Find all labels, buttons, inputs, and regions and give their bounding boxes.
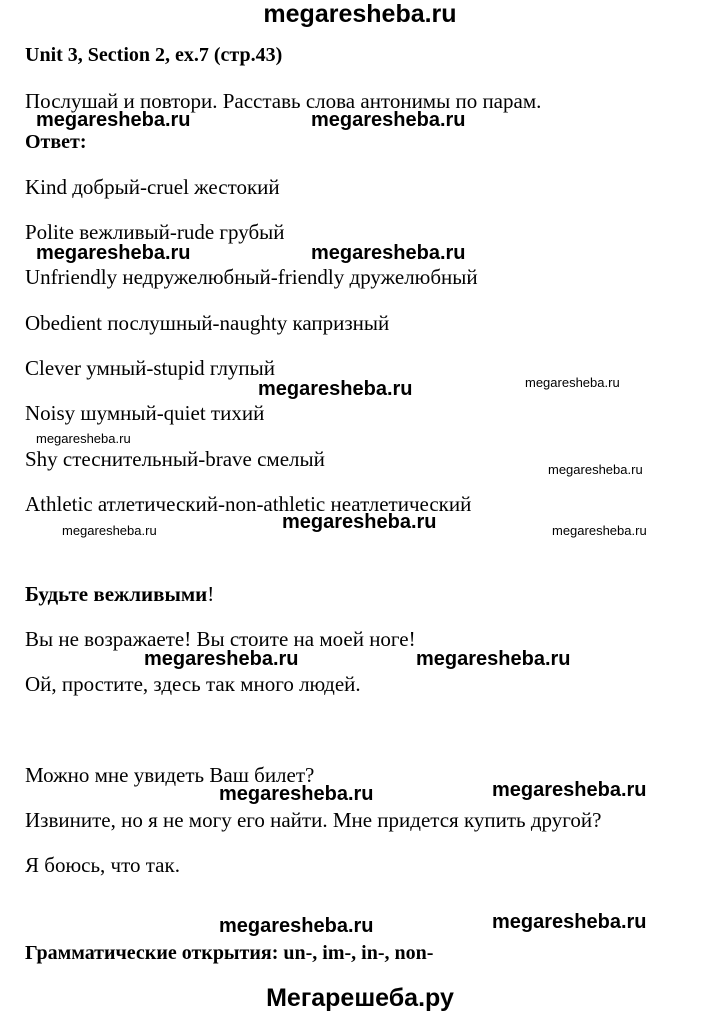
watermark-small: megaresheba.ru [62, 523, 157, 538]
watermark: megaresheba.ru [311, 242, 466, 264]
footer-watermark: Мегарешеба.ру [266, 984, 454, 1012]
antonym-pair: Clever умный-stupid глупый [25, 356, 276, 380]
grammar-heading: Грамматические открытия: un-, im-, in-, non- [25, 942, 434, 964]
watermark: megaresheba.ru [219, 915, 374, 937]
watermark-small: megaresheba.ru [548, 462, 643, 477]
antonym-pair: Obedient послушный-naughty капризный [25, 311, 390, 335]
antonym-pair: Polite вежливый-rude грубый [25, 220, 285, 244]
watermark-small: megaresheba.ru [36, 431, 131, 446]
watermark: megaresheba.ru [36, 242, 191, 264]
watermark: megaresheba.ru [219, 783, 374, 805]
watermark: megaresheba.ru [416, 648, 571, 670]
watermark: megaresheba.ru [144, 648, 299, 670]
watermark: megaresheba.ru [258, 378, 413, 400]
exercise-title: Unit 3, Section 2, ex.7 (стр.43) [25, 44, 283, 66]
answer-label: Ответ: [25, 131, 87, 153]
dialog-line: Можно мне увидеть Ваш билет? [25, 763, 315, 787]
polite-heading-punct: ! [207, 582, 215, 606]
watermark-small: megaresheba.ru [552, 523, 647, 538]
watermark: megaresheba.ru [311, 109, 466, 131]
watermark: megaresheba.ru [282, 511, 437, 533]
antonym-pair: Kind добрый-cruel жестокий [25, 175, 280, 199]
antonym-pair: Athletic атлетический-non-athletic неатлетический [25, 492, 472, 516]
dialog-line: Извините, но я не могу его найти. Мне придется купить другой? [25, 808, 602, 832]
dialog-line: Ой, простите, здесь так много людей. [25, 672, 361, 696]
header-watermark: megaresheba.ru [263, 0, 457, 28]
antonym-pair: Unfriendly недружелюбный-friendly дружелюбный [25, 265, 478, 289]
dialog-line: Я боюсь, что так. [25, 853, 180, 877]
dialog-line: Вы не возражаете! Вы стоите на моей ноге! [25, 627, 416, 651]
watermark-small: megaresheba.ru [525, 375, 620, 390]
polite-heading-text: Будьте вежливыми [25, 582, 208, 606]
antonym-pair: Noisy шумный-quiet тихий [25, 401, 265, 425]
watermark: megaresheba.ru [492, 911, 647, 933]
watermark: megaresheba.ru [492, 779, 647, 801]
instruction-text: Послушай и повтори. Расставь слова антонимы по парам. [25, 89, 542, 113]
polite-heading [25, 582, 214, 607]
watermark: megaresheba.ru [36, 109, 191, 131]
antonym-pair: Shy стеснительный-brave смелый [25, 447, 325, 471]
